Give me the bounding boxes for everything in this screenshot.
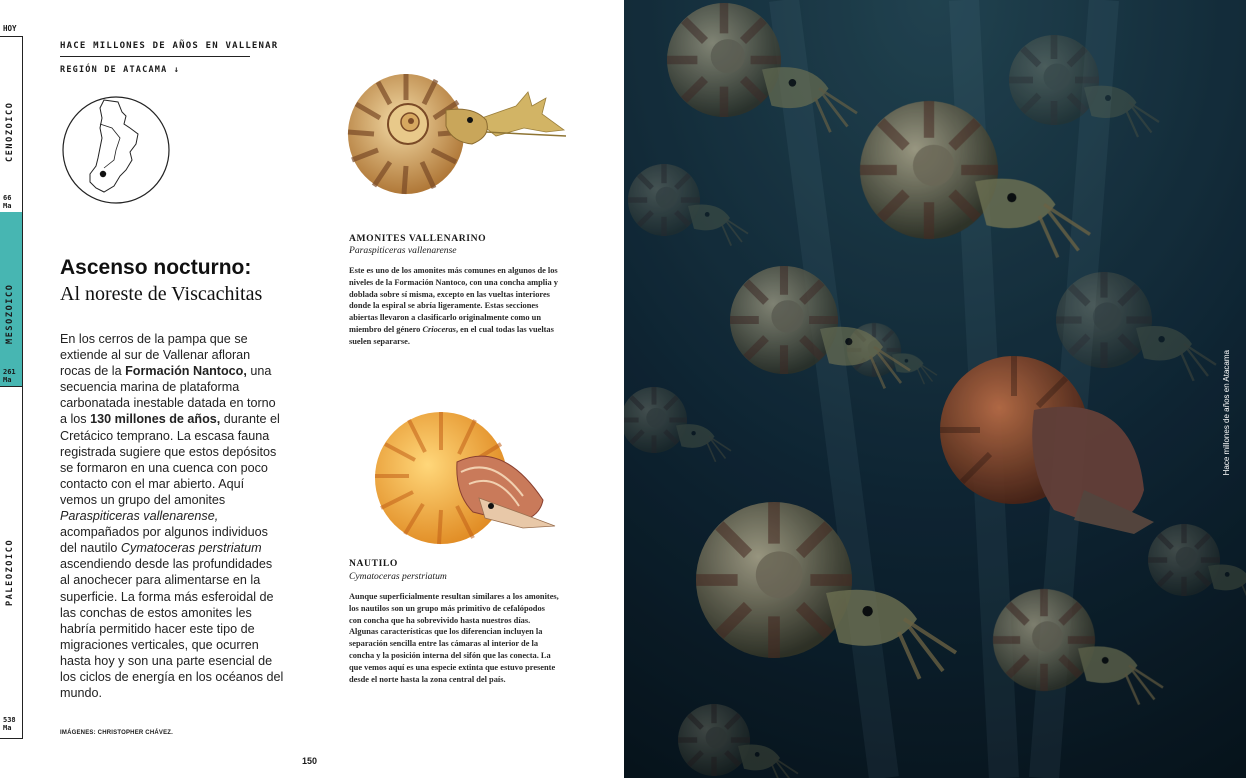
era-end-ma: 538 Ma	[3, 716, 16, 732]
page-number: 150	[302, 756, 318, 766]
text-run: , en el cual todas las vueltas suelen separarse.	[349, 324, 554, 346]
text-run: Paraspiticeras vallenarense,	[60, 509, 219, 524]
era-mesozoico	[0, 212, 23, 386]
section-kicker: HACE MILLONES DE AÑOS EN VALLENAR	[60, 41, 279, 51]
nautilus-illustration	[373, 410, 563, 550]
species-description	[349, 591, 559, 685]
species-scientific-name: Paraspiticeras vallenarense	[349, 245, 457, 256]
species-common-name: AMONITES VALLENARINO	[349, 233, 487, 244]
article-body	[60, 331, 284, 701]
timeline-today-label: HOY	[3, 24, 17, 33]
photo-side-caption	[1222, 350, 1236, 480]
era-end-ma: 66 Ma	[3, 194, 12, 210]
location-dot-icon	[100, 171, 106, 177]
text-run: Aunque superficialmente resultan similares a los amonites, los nautilos son un grupo más primitivo de cefalópodos con concha que ha sobrevivido hasta nuestros días. Algunas características que los diferencian incluyen la separación sencilla entre las cámaras al interior de la concha y la posición interna del sifón que las conecta. La que vemos aquí es una especie extinta que estuvo presente desde el norte hasta la zona central del país.	[349, 592, 559, 684]
era-cenozoico	[0, 36, 23, 212]
era-paleozoico	[0, 386, 23, 738]
text-run: durante el Cretácico temprano. La escasa fauna registrada sugiere que estos depósitos se formaron en una cuenca con poco contacto con el mar abierto. Aquí vemos un grupo del amonites	[60, 412, 280, 507]
text-run: acompañados por algunos individuos del nautilo	[60, 525, 268, 556]
geologic-timeline	[0, 0, 24, 778]
underwater-scene-illustration	[624, 0, 1246, 778]
text-run: 130 millones de años,	[90, 412, 221, 427]
text-run: En los cerros de la pampa que se extiende al sur de Vallenar afloran rocas de la	[60, 332, 251, 379]
text-run: una secuencia marina de plataforma carbonatada inestable datada en torno a los	[60, 364, 276, 427]
chile-region-map-icon	[60, 94, 172, 206]
text-run: Formación Nantoco,	[125, 364, 247, 379]
kicker-rule	[60, 56, 250, 57]
era-end-ma: 261 Ma	[3, 368, 16, 384]
era-label: CENOZOICO	[5, 101, 15, 162]
article-title: Ascenso nocturno:	[60, 256, 252, 279]
photo-side-caption-text: Hace millones de años en Atacama	[1222, 350, 1231, 476]
article-subtitle: Al noreste de Viscachitas	[60, 283, 263, 305]
text-run: ascendiendo desde las profundidades al anochecer para alimentarse en la superficie. La forma más esferoidal de las conchas de estos amonites les habría permitido hacer este tipo de migraciones verticales, que ocurren hasta hoy y son una parte esencial de los ciclos de energía en los océanos del mundo.	[60, 557, 284, 701]
era-label: MESOZOICO	[5, 283, 15, 344]
text-run: Este es uno de los amonites más comunes en algunos de los niveles de la Formación Nantoco, con una concha amplia y doblada sobre sí misma, excepto en las vueltas interiores donde la espiral se abría ligeramente. Estas secciones abiertas llevaron a clasificarlo originalmente como un miembro del género	[349, 266, 558, 334]
species-scientific-name: Cymatoceras perstriatum	[349, 571, 447, 582]
species-common-name: NAUTILO	[349, 558, 398, 569]
era-label: PALEOZOICO	[5, 538, 15, 606]
ammonite-illustration	[346, 70, 576, 200]
region-label: REGIÓN DE ATACAMA ↓	[60, 65, 181, 75]
text-run: Cymatoceras perstriatum	[120, 541, 262, 556]
image-credit: IMÁGENES: CHRISTOPHER CHÁVEZ.	[60, 730, 174, 736]
text-run: Crioceras	[422, 324, 456, 334]
species-description	[349, 265, 559, 348]
